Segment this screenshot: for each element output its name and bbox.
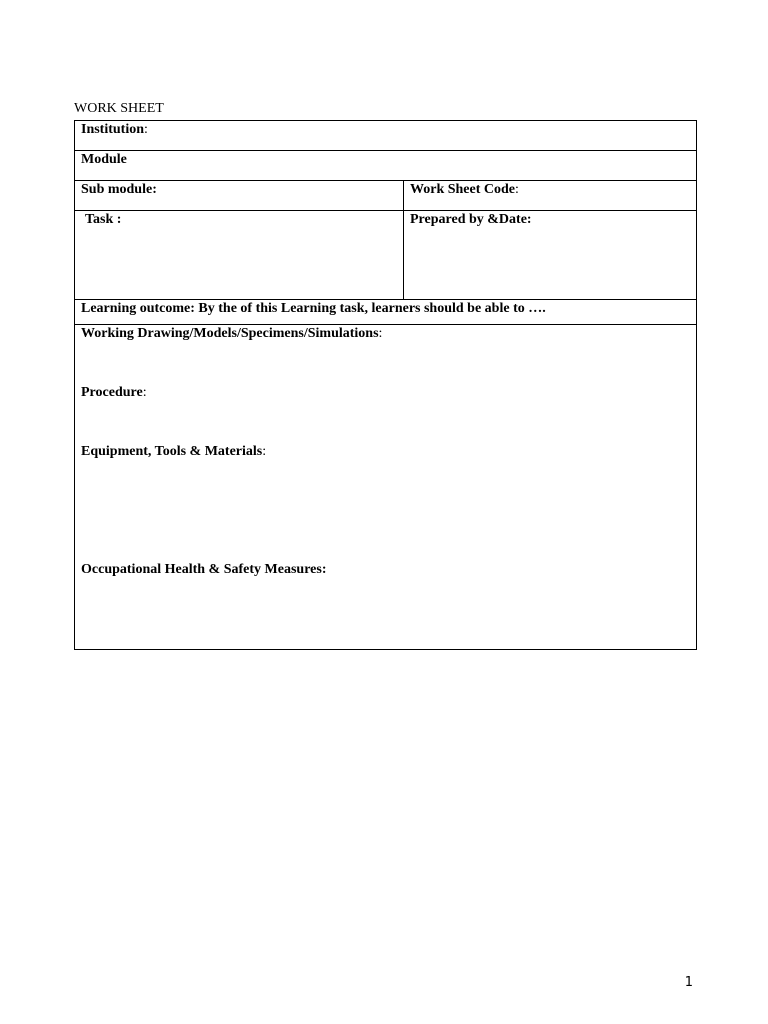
learning-outcome-label: Learning outcome: By the of this Learning task, learners should be able to …. (81, 301, 546, 316)
task-label: Task : (85, 212, 122, 227)
institution-row (75, 121, 697, 151)
working-drawing-section (81, 325, 690, 342)
equipment-label: Equipment, Tools & Materials (81, 444, 263, 459)
details-row (75, 325, 697, 650)
working-drawing-colon: : (378, 326, 383, 341)
working-drawing-label: Working Drawing/Models/Specimens/Simulations (81, 326, 379, 341)
institution-cell[interactable] (75, 121, 697, 151)
module-label: Module (81, 152, 127, 167)
equipment-section (81, 443, 690, 460)
work-sheet-code-colon: : (515, 182, 519, 197)
ohs-label: Occupational Health & Safety Measures: (81, 562, 327, 577)
sub-module-row (75, 181, 697, 211)
task-row (75, 211, 697, 300)
page-number: 1 (684, 975, 693, 990)
sub-module-cell[interactable] (75, 181, 404, 211)
prepared-by-label: Prepared by &Date: (410, 212, 532, 227)
learning-outcome-cell[interactable] (75, 300, 697, 325)
procedure-colon: : (142, 385, 147, 400)
equipment-colon: : (262, 444, 267, 459)
worksheet-table (74, 120, 697, 650)
work-sheet-code-label: Work Sheet Code (410, 182, 515, 197)
sub-module-label: Sub module: (81, 182, 157, 197)
work-sheet-code-cell[interactable] (404, 181, 697, 211)
document-title: WORK SHEET (74, 101, 164, 116)
institution-label: Institution (81, 122, 145, 137)
details-cell[interactable] (75, 325, 697, 650)
learning-outcome-row (75, 300, 697, 325)
procedure-section (81, 384, 690, 401)
prepared-by-cell[interactable] (404, 211, 697, 300)
task-cell[interactable] (75, 211, 404, 300)
module-row (75, 151, 697, 181)
procedure-label: Procedure (81, 385, 143, 400)
institution-colon: : (144, 122, 148, 137)
module-cell[interactable] (75, 151, 697, 181)
